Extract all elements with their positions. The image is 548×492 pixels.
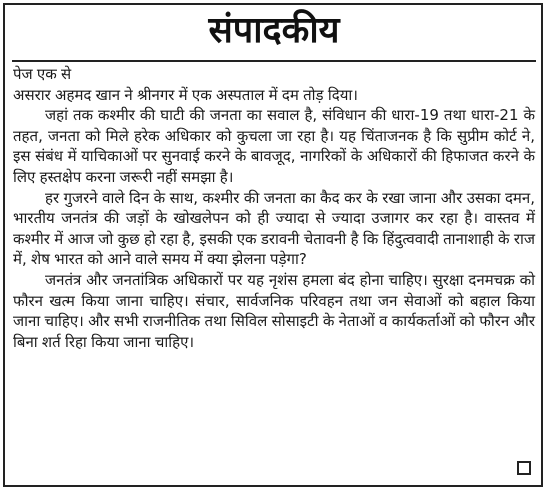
article-body	[13, 64, 535, 352]
paragraph-3: जनतंत्र और जनतांत्रिक अधिकारों पर यह नृशंस हमला बंद होना चाहिए। सुरक्षा दनमचक्र को फौरन खत्म किया जाना चाहिए। संचार, सार्वजनिक परिवहन तथा जन सेवाओं को बहाल किया जाना चाहिए। और सभी राजनीतिक तथा सिविल सोसाइटी के नेताओं व कार्यकर्ताओं को फौरन और बिना शर्त रिहा किया जाना चाहिए।	[13, 270, 535, 351]
intro-line: असरार अहमद खान ने श्रीनगर में एक अस्पताल में दम तोड़ दिया।	[13, 85, 358, 104]
title-divider	[12, 60, 536, 62]
source-line: पेज एक से	[13, 65, 72, 83]
paragraph-2: हर गुजरने वाले दिन के साथ, कश्मीर की जनता का कैद कर के रखा जाना और उसका दमन, भारतीय जनतंत्र की जड़ों के खोखलेपन को ही ज्यादा से ज्यादा उजागर कर रहा है। वास्तव में कश्मीर में आज जो कुछ हो रहा है, इसकी एक डरावनी चेतावनी है कि हिंदुत्ववादी तानाशाही के राज में, शेष भारत को आने वाले समय में क्या झेलना पड़ेगा?	[13, 188, 535, 269]
end-of-article-square-icon	[517, 461, 531, 475]
paragraph-1: जहां तक कश्मीर की घाटी की जनता का सवाल है, संविधान की धारा-19 तथा धारा-21 के तहत, जनता को मिले हरेक अधिकार को कुचला जा रहा है। यह चिंताजनक है कि सुप्रीम कोर्ट ने, इस संबंध में याचिकाओं पर सुनवाई करने के बावजूद, नागरिकों के अधिकारों की हिफाजत करने के लिए हस्तक्षेप करना जरूरी नहीं समझा है।	[13, 106, 535, 186]
page-title: संपादकीय	[208, 9, 340, 51]
